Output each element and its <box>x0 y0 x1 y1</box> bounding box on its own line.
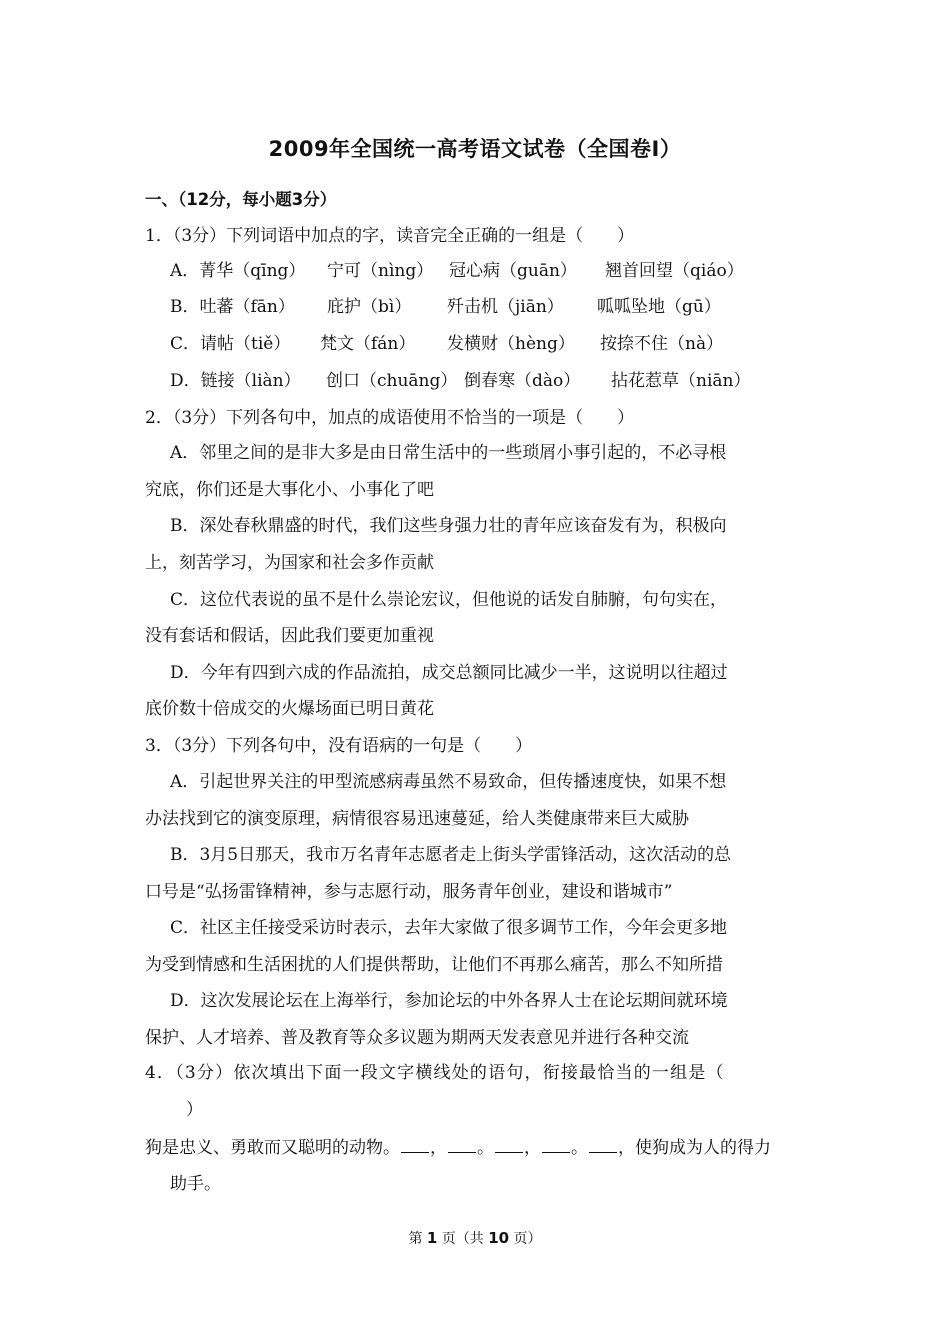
footer-prefix: 第 <box>408 1231 427 1247</box>
question-1-option-a <box>170 259 744 283</box>
footer-page-number: 1 <box>426 1229 438 1247</box>
option-item: D．链接（liàn） <box>170 371 301 391</box>
page-footer <box>0 1228 950 1248</box>
passage-punct: 。 <box>477 1138 494 1158</box>
question-2-option-d: D．今年有四到六成的作品流拍，成交总额同比减少一半，这说明以往超过 <box>170 663 728 683</box>
fill-blank <box>589 1134 617 1153</box>
footer-suffix: 页） <box>509 1231 542 1247</box>
option-item: 宁可（nìng） <box>327 261 434 281</box>
section-heading: 一、（12分，每小题3分） <box>145 190 337 209</box>
option-item: 创口（chuāng） <box>326 371 458 391</box>
question-1-option-c <box>170 332 723 356</box>
question-2-option-a: A．邻里之间的是非大多是由日常生活中的一些琐屑小事引起的，不必寻根 <box>170 443 727 463</box>
question-1-option-b <box>170 295 721 319</box>
question-3-option-a: A．引起世界关注的甲型流感病毒虽然不易致命，但传播速度快，如果不想 <box>170 772 727 792</box>
option-item: 翘首回望（qiáo） <box>605 261 744 281</box>
fill-blank <box>448 1134 476 1153</box>
passage-text: ，使狗成为人的得力 <box>618 1138 771 1158</box>
question-3-stem: 3．（3分）下列各句中，没有语病的一句是（ ） <box>145 736 533 756</box>
option-item: C．请帖（tiě） <box>170 334 291 354</box>
question-3-option-d: D．这次发展论坛在上海举行，参加论坛的中外各界人士在论坛期间就环境 <box>170 991 728 1011</box>
question-2-option-d-cont: 底价数十倍成交的火爆场面已明日黄花 <box>145 699 434 719</box>
question-1-stem: 1．（3分）下列词语中加点的字，读音完全正确的一组是（ ） <box>145 226 635 246</box>
question-4-stem-end: ） <box>186 1100 203 1120</box>
option-item: 倒春寒（dào） <box>464 371 581 391</box>
fill-blank <box>401 1134 429 1153</box>
question-3-option-b: B．3月5日那天，我市万名青年志愿者走上街头学雷锋活动，这次活动的总 <box>170 845 732 865</box>
option-item: 歼击机（jiān） <box>447 297 564 317</box>
question-3-option-b-cont: 口号是“弘扬雷锋精神，参与志愿行动，服务青年创业，建设和谐城市” <box>145 882 673 902</box>
question-1-option-d <box>170 369 750 393</box>
question-3-option-c-cont: 为受到情感和生活困扰的人们提供帮助，让他们不再那么痛苦，那么不知所措 <box>145 955 723 975</box>
question-2-stem: 2．（3分）下列各句中，加点的成语使用不恰当的一项是（ ） <box>145 408 635 428</box>
option-item: 按捺不住（nà） <box>600 334 724 354</box>
option-item: 梵文（fán） <box>320 334 416 354</box>
question-4-passage-cont: 助手。 <box>170 1174 221 1194</box>
option-item: 发横财（hèng） <box>447 334 575 354</box>
question-4-stem: 4．（3分）依次填出下面一段文字横线处的语句，衔接最恰当的一组是（ <box>145 1063 725 1083</box>
fill-blank <box>495 1134 523 1153</box>
passage-punct: ， <box>430 1138 447 1158</box>
question-3-option-c: C．社区主任接受采访时表示，去年大家做了很多调节工作，今年会更多地 <box>170 918 728 938</box>
question-2-option-c-cont: 没有套话和假话，因此我们要更加重视 <box>145 626 434 646</box>
option-item: 呱呱坠地（gū） <box>597 297 721 317</box>
question-2-option-c: C．这位代表说的虽不是什么崇论宏议，但他说的话发自肺腑，句句实在， <box>170 590 728 610</box>
passage-punct: ， <box>524 1138 541 1158</box>
passage-punct: 。 <box>571 1138 588 1158</box>
passage-text: 狗是忠义、勇敢而又聪明的动物。 <box>145 1138 400 1158</box>
option-item: 拈花惹草（niān） <box>611 371 751 391</box>
option-item: 冠心病（guān） <box>449 261 577 281</box>
footer-middle: 页（共 <box>437 1231 489 1247</box>
footer-total-pages: 10 <box>488 1229 510 1247</box>
question-4-passage <box>145 1134 771 1160</box>
question-2-option-b-cont: 上，刻苦学习，为国家和社会多作贡献 <box>145 553 434 573</box>
option-item: A．菁华（qīng） <box>170 261 306 281</box>
fill-blank <box>542 1134 570 1153</box>
option-item: 庇护（bì） <box>327 297 412 317</box>
option-item: B．吐蕃（fān） <box>170 297 295 317</box>
question-2-option-b: B．深处春秋鼎盛的时代，我们这些身强力壮的青年应该奋发有为，积极向 <box>170 516 727 536</box>
question-3-option-d-cont: 保护、人才培养、普及教育等众多议题为期两天发表意见并进行各种交流 <box>145 1028 689 1048</box>
page-title: 2009年全国统一高考语文试卷（全国卷Ⅰ） <box>268 137 682 161</box>
question-2-option-a-cont: 究底，你们还是大事化小、小事化了吧 <box>145 480 434 500</box>
question-3-option-a-cont: 办法找到它的演变原理，病情很容易迅速蔓延，给人类健康带来巨大威胁 <box>145 809 689 829</box>
